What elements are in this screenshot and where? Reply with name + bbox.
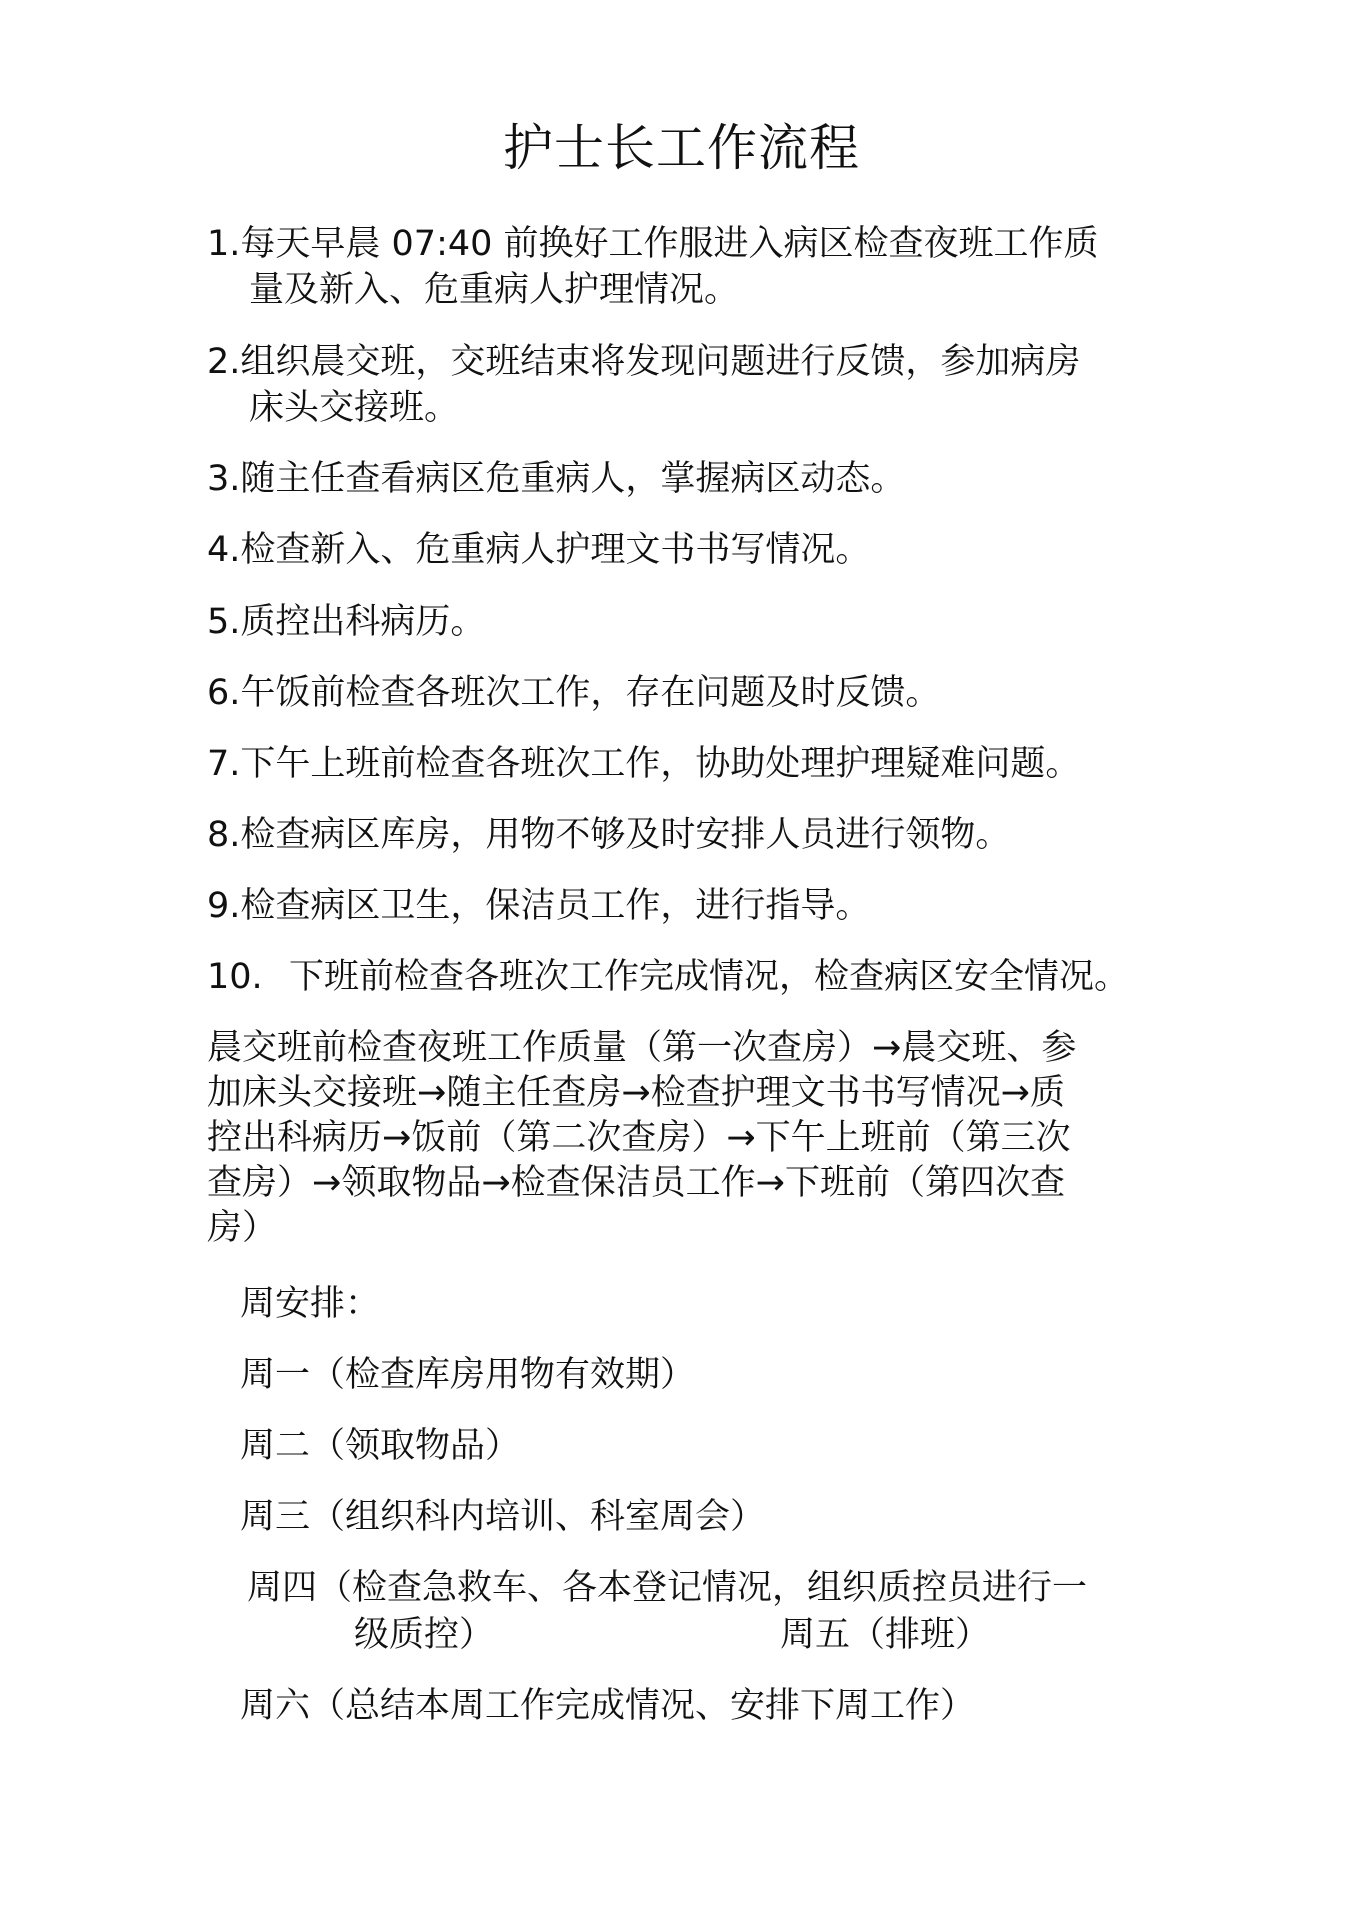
step-6: [207, 671, 940, 715]
step-text: 组织晨交班，交班结束将发现问题进行反馈，参加病房: [240, 342, 1081, 382]
weekly-thursday: 周四（检查急救车、各本登记情况，组织质控员进行一: [247, 1568, 1088, 1608]
weekly-thursday-continuation: 级质控）: [354, 1615, 495, 1655]
page-title: 护士长工作流程: [503, 119, 860, 177]
step-number: 7.: [207, 744, 241, 784]
step-number: 8.: [207, 815, 241, 855]
weekly-tuesday: 周二（领取物品）: [240, 1426, 521, 1466]
step-8: [207, 813, 1010, 857]
step-number: 3.: [207, 459, 241, 499]
step-number: 4.: [207, 530, 241, 570]
step-2-continuation: 床头交接班。: [249, 388, 460, 428]
step-text: 质控出科病历。: [240, 602, 486, 642]
step-5: [207, 600, 485, 644]
step-3: [207, 457, 905, 501]
flow-line-4: 查房）→领取物品→检查保洁员工作→下班前（第四次查: [207, 1163, 1065, 1203]
step-4: [207, 528, 870, 572]
step-text: 随主任查看病区危重病人，掌握病区动态。: [240, 459, 906, 499]
step-text: 下午上班前检查各班次工作，协助处理护理疑难问题。: [240, 744, 1081, 784]
flow-line-5: 房）: [207, 1208, 278, 1248]
step-2: [207, 340, 1080, 384]
step-text: 检查新入、危重病人护理文书书写情况。: [240, 530, 871, 570]
step-9: [207, 884, 870, 928]
step-text: 下班前检查各班次工作完成情况，检查病区安全情况。: [289, 957, 1130, 997]
weekly-heading: 周安排：: [240, 1284, 381, 1324]
weekly-wednesday: 周三（组织科内培训、科室周会）: [240, 1497, 766, 1537]
flow-line-1: 晨交班前检查夜班工作质量（第一次查房）→晨交班、参: [207, 1028, 1077, 1068]
flow-line-2: 加床头交接班→随主任查房→检查护理文书书写情况→质: [207, 1073, 1065, 1113]
step-1: [207, 222, 1099, 266]
step-number: 9.: [207, 886, 241, 926]
step-text: 每天早晨 07:40 前换好工作服进入病区检查夜班工作质: [240, 224, 1099, 264]
weekly-friday: 周五（排班）: [780, 1615, 991, 1655]
step-text: 检查病区卫生，保洁员工作，进行指导。: [240, 886, 871, 926]
flow-line-3: 控出科病历→饭前（第二次查房）→下午上班前（第三次: [207, 1118, 1071, 1158]
step-7: [207, 742, 1080, 786]
weekly-saturday: 周六（总结本周工作完成情况、安排下周工作）: [240, 1686, 976, 1726]
step-1-continuation: 量及新入、危重病人护理情况。: [249, 270, 740, 310]
step-number: 5.: [207, 602, 241, 642]
step-number: 2.: [207, 342, 241, 382]
step-number: 1.: [207, 224, 241, 264]
step-text: 检查病区库房，用物不够及时安排人员进行领物。: [240, 815, 1011, 855]
step-number: 6.: [207, 673, 241, 713]
weekly-monday: 周一（检查库房用物有效期）: [240, 1355, 696, 1395]
step-10: [207, 955, 1129, 999]
step-text: 午饭前检查各班次工作，存在问题及时反馈。: [240, 673, 941, 713]
step-number: 10.: [207, 957, 263, 997]
